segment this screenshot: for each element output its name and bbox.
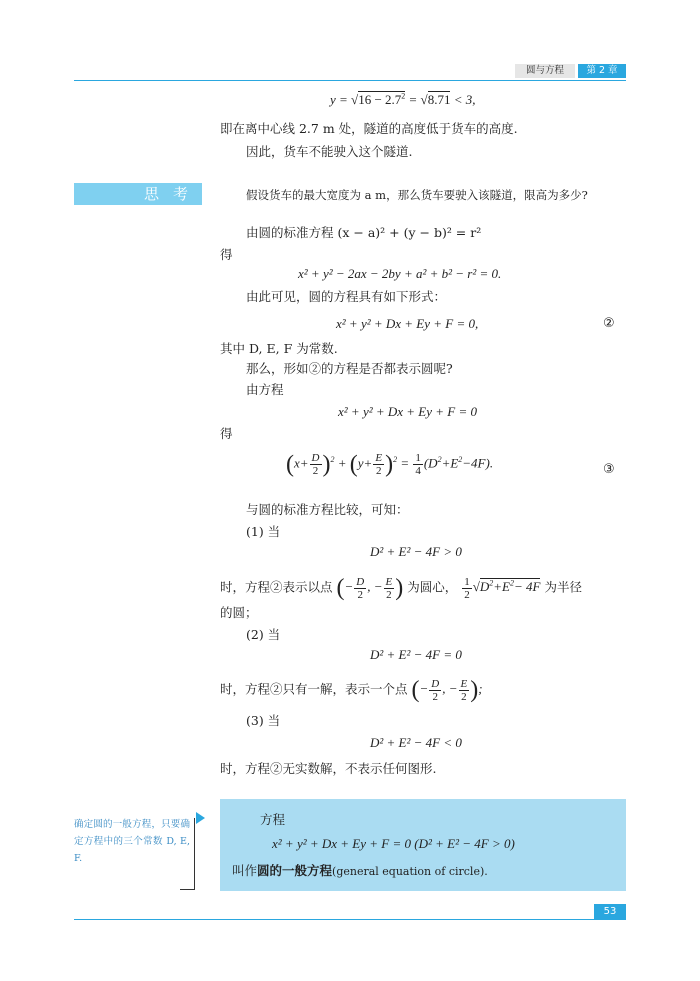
chapter-label: 第 2 章	[578, 64, 626, 78]
equation-number-2: ②	[603, 316, 615, 331]
text-de-1: 得	[220, 247, 233, 262]
think-question: 假设货车的最大宽度为 a m，那么货车要驶入该隧道，限高为多少?	[246, 188, 588, 202]
case-1-label: (1) 当	[246, 524, 281, 539]
equation-general-form: x² + y² + Dx + Ey + F = 0,	[336, 316, 479, 331]
text-line-2: 因此，货车不能驶入这个隧道.	[246, 144, 413, 159]
chapter-section-title: 圆与方程	[515, 64, 575, 78]
definition-sentence	[232, 863, 488, 880]
case-1-text-c: 为半径	[544, 579, 582, 595]
text-line-4: 由此可见，圆的方程具有如下形式：	[246, 289, 447, 304]
side-note: 确定圆的一般方程，只要确定方程中的三个常数 D, E, F.	[74, 819, 190, 864]
case-1-text-b: 为圆心，	[407, 579, 458, 595]
case-2-text: 时，方程②只有一解，表示一个点 (− $\frac{D}{2}$ , − $\frac{E}{2}$ );	[220, 677, 483, 704]
text-line-5: 其中 D, E, F 为常数.	[220, 341, 338, 356]
text-line-7: 由方程	[246, 382, 284, 397]
case-3-text: 时，方程②无实数解，不表示任何图形.	[220, 761, 437, 776]
case-3-label: (3) 当	[246, 713, 281, 728]
definition-equation: x² + y² + Dx + Ey + F = 0 (D² + E² − 4F > 0)	[272, 836, 515, 851]
equation-given: x² + y² + Dx + Ey + F = 0	[338, 404, 478, 419]
text-de-2: 得	[220, 426, 233, 441]
definition-prefix: 叫作	[232, 863, 258, 878]
equation-completed-square: (x+ $\frac{D}{2}$ )$^2$ + (y+ $\frac{E}{2}$ )$^2$ = $\frac{1}{4}$ $(D^2+E^2-4F)$.	[286, 451, 494, 478]
text-line-6: 那么，形如②的方程是否都表示圆呢?	[246, 361, 453, 376]
top-formula: $y = √16 - 2.7^2 = √8.71 < 3$,	[330, 91, 476, 107]
case-1-text: 时，方程②表示以点 (− $\frac{D}{2}$ , − $\frac{E}{2}$ ) 为圆心， $\frac{1}{2}$ $√D^2+E^2- 4F$ 为半径	[220, 575, 582, 602]
equation-expanded: x² + y² − 2ax − 2by + a² + b² − r² = 0.	[298, 266, 502, 281]
case-2-condition: D² + E² − 4F = 0	[370, 647, 462, 662]
text-line-3: 由圆的标准方程 (x − a)² + (y − b)² = r²	[246, 225, 482, 240]
case-2-text-a: 时，方程②只有一解，表示一个点	[220, 681, 408, 697]
case-1-condition: D² + E² − 4F > 0	[370, 544, 462, 559]
header-rule	[74, 80, 626, 81]
side-note-rule	[194, 818, 195, 890]
definition-english: (general equation of circle).	[332, 865, 488, 878]
text-line-8: 与圆的标准方程比较，可知：	[246, 502, 409, 517]
page-number: 53	[594, 904, 626, 919]
text-line-1: 即在离中心线 2.7 m 处，隧道的高度低于货车的高度.	[220, 121, 518, 136]
definition-box	[220, 799, 626, 891]
case-3-condition: D² + E² − 4F < 0	[370, 735, 462, 750]
side-note-rule-bottom	[180, 889, 195, 890]
think-label: 思考	[74, 183, 202, 205]
definition-title: 方程	[260, 812, 286, 827]
footer-rule	[74, 919, 626, 920]
pointer-triangle-icon	[196, 812, 205, 824]
case-2-label: (2) 当	[246, 627, 281, 642]
equation-number-3: ③	[603, 462, 615, 477]
case-1-text-a: 时，方程②表示以点	[220, 579, 333, 595]
definition-term: 圆的一般方程	[257, 863, 333, 878]
case-1-text-d: 的圆；	[220, 605, 258, 620]
